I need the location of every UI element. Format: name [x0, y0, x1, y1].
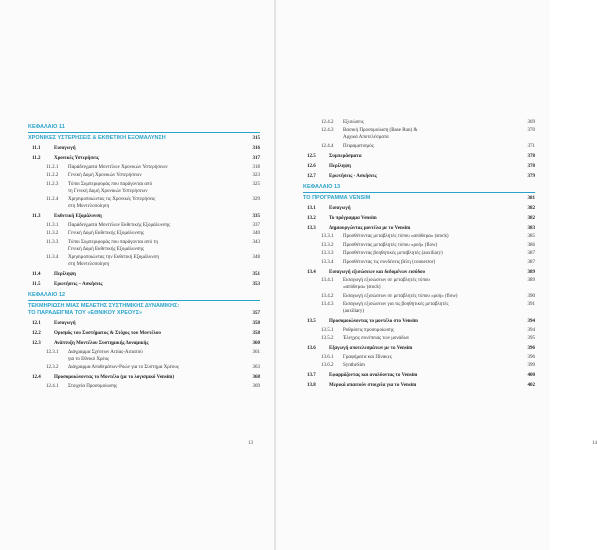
entry-page: 371	[527, 143, 535, 149]
entry-number: 13.3	[307, 225, 316, 231]
entry-number: 12.3	[32, 341, 41, 346]
entry-title-line: Στοιχεία Προσομοίωσης	[68, 383, 118, 389]
toc-entry	[303, 277, 535, 291]
chapter-title-line: ΤΕΚΜΗΡΙΩΣΗ ΜΙΑΣ ΜΕΛΕΤΗΣ ΣΥΣΤΗΜΙΚΗΣ ΔΥΝΑΜΙΚΗΣ:	[28, 303, 180, 309]
entry-number: 12.4.4	[321, 143, 334, 149]
entry-number: 13.2	[307, 215, 316, 221]
entry-title-line: Διάγραμμα Αποθεμάτων-Ροών για το Σύστημα Χρέους	[68, 365, 179, 370]
entry-title	[343, 335, 521, 342]
toc-entry	[28, 254, 260, 268]
chapter-label: ΚΕΦΑΛΑΙΟ 13	[303, 183, 341, 190]
entry-page: 351	[252, 272, 260, 277]
entry-page: 325	[252, 181, 260, 187]
chapter-rule	[303, 192, 535, 193]
entry-title	[68, 172, 246, 179]
entry-number: 13.6.2	[321, 363, 334, 368]
entry-title-line: στη Μοντελοποίηση	[68, 262, 110, 267]
toc-entry	[28, 181, 260, 195]
entry-title-line: στη Μοντελοποίηση	[68, 204, 110, 209]
entry-title-line: Πειραματισμός	[343, 143, 374, 149]
toc-entry	[303, 327, 535, 334]
toc-entry	[303, 362, 535, 369]
entry-page: 394	[527, 319, 535, 324]
entry-title-line: Χρονικές Υστερήσεις	[54, 156, 99, 161]
entry-title	[68, 254, 246, 268]
entry-page: 389	[527, 269, 535, 275]
entry-title-line: Ανάπτυξη Μοντέλου Συστημικής Δυναμικής	[54, 341, 149, 346]
entry-title	[329, 269, 521, 276]
entry-page: 360	[252, 341, 260, 346]
entry-title	[54, 145, 246, 152]
entry-title	[68, 222, 246, 229]
entry-page: 358	[252, 331, 260, 336]
entry-number: 12.5	[307, 153, 316, 159]
entry-page: 316	[252, 146, 260, 151]
entry-number: 12.4.3	[321, 128, 334, 133]
entry-title-line: Εφαρμόζοντας και αναλύοντας το Vensim	[329, 373, 418, 378]
entry-title	[68, 383, 246, 390]
entry-title	[54, 330, 246, 337]
entry-title-line: Περίληψη	[329, 163, 351, 169]
toc-entry	[28, 222, 260, 229]
entry-title-line: Εισαγωγή	[54, 146, 76, 151]
entry-title-line: (auxiliary)	[343, 309, 365, 314]
entry-title	[68, 230, 246, 237]
entry-title-line: Μερικά απαιτούν στοιχεία για το Vensim	[329, 383, 417, 388]
entry-page: 394	[527, 327, 535, 333]
entry-title-line: Γραφήματα και Πίνακες	[343, 354, 392, 360]
chapter-title	[28, 135, 260, 142]
entry-title-line: Δημιουργώντας μοντέλα με το Vensim	[329, 225, 411, 231]
entry-page: 391	[527, 302, 535, 307]
entry-title	[343, 242, 521, 249]
entry-title	[329, 345, 521, 352]
toc-entry	[28, 164, 260, 171]
entry-page: 400	[527, 373, 535, 378]
chapter-title	[28, 310, 260, 317]
entry-title	[343, 362, 521, 369]
entry-page: 340	[252, 231, 260, 236]
entry-page: 358	[252, 321, 260, 326]
entry-number: 13.4	[307, 269, 316, 275]
entry-title	[343, 301, 521, 315]
toc-entry	[303, 301, 535, 315]
entry-title-line: Εκθετική Εξομάλυνση	[54, 214, 102, 219]
entry-title-line: Εισαγωγή εξισώσεων σε μεταβλητές τύπου	[343, 278, 430, 283]
entry-number: 11.2.2	[46, 173, 59, 178]
entry-title	[54, 320, 246, 327]
entry-title	[54, 213, 246, 220]
page-number-left: 13	[248, 441, 253, 446]
entry-title	[54, 271, 246, 278]
entry-title-line: Ερωτήσεις – Ασκήσεις	[54, 282, 103, 287]
entry-title-line: Διάγραμμα Σχέσεων Αιτίας-Αιτιατού	[68, 349, 143, 355]
entry-title	[68, 364, 246, 371]
entry-title-line: Προσθέτοντας μεταβλητές τύπου «ροή» (flow)	[343, 242, 438, 248]
entry-title	[343, 233, 521, 240]
entry-title-line: Το πρόγραμμα Vensim	[329, 215, 377, 221]
entry-page: 399	[527, 363, 535, 368]
entry-title-line: Εισαγωγή	[54, 321, 76, 326]
entry-page: 337	[252, 222, 260, 228]
entry-title-line: Εξισώσεις	[343, 119, 364, 125]
entry-number: 13.5.1	[321, 327, 334, 333]
toc-entry	[303, 354, 535, 361]
entry-page: 378	[527, 153, 535, 159]
toc-entry	[28, 172, 260, 179]
toc-entry	[28, 239, 260, 253]
toc-entry	[303, 345, 535, 352]
entry-page: 370	[527, 128, 535, 133]
entry-title	[343, 119, 521, 126]
entry-page: 348	[252, 255, 260, 260]
toc-entry	[303, 173, 535, 180]
toc-entry	[28, 155, 260, 162]
chapter-page	[246, 303, 260, 310]
entry-title	[343, 327, 521, 334]
entry-title-line: για το Εθνικό Χρέος	[68, 356, 110, 362]
entry-number: 13.6.1	[321, 354, 334, 360]
entry-title-line: Γενική Δομή Εκθετικής Εξομάλυνσης	[68, 246, 145, 252]
toc-entry	[303, 233, 535, 240]
entry-title	[68, 349, 246, 363]
entry-title-line: Εξαγωγή αποτελεσμάτων με το Vensim	[329, 346, 413, 351]
entry-number: 13.5.2	[321, 336, 334, 341]
toc-entry	[303, 143, 535, 150]
entry-title	[329, 205, 521, 212]
entry-title	[343, 354, 521, 361]
entry-number: 12.3.1	[46, 349, 59, 355]
chapter-label: ΚΕΦΑΛΑΙΟ 12	[28, 292, 66, 298]
entry-page: 387	[527, 251, 535, 256]
right-toc	[303, 117, 535, 389]
entry-number: 12.1	[32, 321, 41, 326]
entry-number: 13.3.1	[321, 234, 334, 239]
chapter-title-line: ΧΡΟΝΙΚΕΣ ΥΣΤΕΡΗΣΕΙΣ & ΕΚΘΕΤΙΚΗ ΕΞΟΜΑΛΥΝΣΗ	[28, 135, 166, 141]
entry-number: 13.4.3	[321, 302, 334, 307]
entry-number: 11.2.4	[46, 197, 59, 202]
entry-number: 13.5	[307, 319, 316, 324]
toc-entry	[28, 145, 260, 152]
entry-title-line: Συμπεράσματα	[329, 153, 362, 159]
entry-title-line: Εισαγωγή εξισώσεων για τις βοηθητικές μεταβλητές	[343, 302, 449, 307]
chapter-page: 357	[252, 311, 260, 316]
chapter-title	[303, 195, 535, 202]
toc-entry	[303, 382, 535, 389]
toc-entry	[303, 318, 535, 325]
entry-title	[329, 163, 521, 170]
entry-number: 11.3.3	[46, 239, 59, 245]
entry-number: 13.6	[307, 346, 316, 351]
entry-title-line: Τύποι Συμπεριφοράς που παράγονται από τη	[68, 239, 158, 245]
toc-entry	[28, 340, 260, 347]
entry-page: 318	[252, 164, 260, 170]
left-page	[0, 0, 274, 550]
entry-number: 11.1	[32, 146, 41, 151]
entry-title	[329, 225, 521, 232]
entry-page: 369	[252, 383, 260, 389]
toc-entry	[28, 364, 260, 371]
entry-number: 13.8	[307, 383, 316, 388]
toc-entry	[28, 213, 260, 220]
entry-page: 379	[527, 173, 535, 179]
entry-page: 387	[527, 259, 535, 265]
entry-title	[343, 277, 521, 291]
entry-title	[329, 173, 521, 180]
entry-title-line: Εισαγωγή	[329, 205, 351, 211]
entry-title	[68, 196, 246, 210]
entry-title	[329, 318, 521, 325]
entry-title	[343, 293, 521, 300]
entry-number: 13.1	[307, 205, 316, 211]
toc-entry	[28, 330, 260, 337]
toc-entry	[303, 242, 535, 249]
toc-entry	[28, 349, 260, 363]
entry-title	[54, 155, 246, 162]
toc-entry	[303, 269, 535, 276]
entry-number: 13.3.3	[321, 251, 334, 256]
left-toc	[28, 120, 260, 390]
entry-title	[343, 143, 521, 150]
entry-number: 13.4.1	[321, 278, 334, 283]
entry-page: 382	[527, 215, 535, 221]
entry-title-line: Εισαγωγή εξισώσεων σε μεταβλητές τύπου «ροή» (flow)	[343, 293, 458, 299]
entry-page: 382	[527, 205, 535, 211]
entry-page: 402	[527, 383, 535, 388]
entry-title-line: Αρχικά Αποτελέσματα	[343, 135, 389, 140]
entry-title-line: «απόθεμα» (stock)	[343, 285, 381, 290]
toc-entry	[28, 196, 260, 210]
entry-title	[329, 215, 521, 222]
chapter-title-line: ΤΟ ΠΑΡΑΔΕΙΓΜΑ ΤΟΥ «ΕΘΝΙΚΟΥ ΧΡΕΟΥΣ»	[28, 310, 143, 316]
entry-number: 11.3.2	[46, 231, 59, 236]
entry-number: 12.4	[32, 375, 41, 380]
entry-title-line: Ρυθμίσεις προσομοίωσης	[343, 327, 394, 333]
entry-page: 361	[252, 349, 260, 355]
entry-title-line: Χρησιμοποιώντας τις Χρονικές Υστερήσεις	[68, 197, 156, 202]
page-number-right: 14	[592, 441, 597, 446]
entry-number: 11.3.1	[46, 222, 59, 228]
entry-title-line: Βασική Προσομοίωση (Base Run) &	[343, 128, 418, 133]
toc-entry	[303, 119, 535, 126]
entry-title-line: Προσομοιώνοντας το Μοντέλο (με το λογισμικό Vensim)	[54, 375, 174, 380]
entry-title-line: Προσομοιώνοντας το μοντέλο στο Vensim	[329, 319, 418, 324]
entry-title	[329, 153, 521, 160]
entry-number: 13.4.2	[321, 293, 334, 299]
entry-title-line: Γενική Δομή Χρονικών Υστερήσεων	[68, 173, 142, 178]
entry-title-line: τη Γενική Δομή Χρονικών Υστερήσεων	[68, 188, 148, 194]
entry-title-line: Παράδειγματα Μοντέλων Εκθετικής Εξομάλυνσης	[68, 222, 171, 228]
entry-title-line: Περίληψη	[54, 272, 76, 277]
chapter-rule	[28, 132, 260, 133]
toc-entry	[303, 335, 535, 342]
entry-title-line: Προσθέτοντας τις συνδέσεις βέλη (connector)	[343, 259, 436, 265]
toc-entry	[303, 259, 535, 266]
entry-page: 317	[252, 156, 260, 161]
entry-number: 13.3.4	[321, 259, 334, 265]
entry-title-line: Ορισμός του Συστήματος & Στόχος του Μοντέλου	[54, 331, 162, 336]
entry-page: 363	[252, 365, 260, 370]
entry-title	[343, 250, 521, 257]
entry-title-line: Παράδειγματα Μοντέλων Χρονικών Υστερήσεων	[68, 164, 168, 170]
entry-page: 390	[527, 293, 535, 299]
toc-entry	[303, 163, 535, 170]
entry-title-line: Εισαγωγή εξισώσεων και δεδομένων εισόδου	[329, 269, 426, 275]
entry-title	[54, 281, 246, 288]
entry-number: 11.3.4	[46, 255, 59, 260]
entry-title	[343, 259, 521, 266]
chapter-rule	[28, 300, 260, 301]
toc-entry	[303, 127, 535, 141]
entry-page: 396	[527, 354, 535, 360]
entry-number: 12.3.2	[46, 365, 59, 370]
chapter-page: 315	[252, 136, 260, 141]
toc-entry	[28, 271, 260, 278]
entry-title	[54, 340, 246, 347]
entry-title	[68, 239, 246, 253]
entry-title-line: Τύποι Συμπεριφοράς που παράγονται από	[68, 181, 153, 187]
entry-number: 12.7	[307, 173, 316, 179]
toc-entry	[28, 281, 260, 288]
toc-entry	[303, 293, 535, 300]
chapter-label: ΚΕΦΑΛΑΙΟ 11	[28, 124, 65, 130]
entry-number: 11.4	[32, 272, 41, 277]
toc-entry	[303, 215, 535, 222]
entry-page: 353	[252, 282, 260, 287]
toc-entry	[28, 320, 260, 327]
toc-entry	[303, 225, 535, 232]
entry-page: 396	[527, 346, 535, 351]
chapter-title	[28, 303, 260, 310]
entry-number: 13.3.2	[321, 242, 334, 248]
entry-page: 368	[252, 375, 260, 380]
entry-page: 395	[527, 336, 535, 341]
toc-entry	[303, 153, 535, 160]
toc-entry	[303, 250, 535, 257]
entry-title	[68, 164, 246, 171]
entry-title-line: Ερωτήσεις - Ασκήσεις	[329, 173, 377, 179]
chapter-page: 381	[527, 195, 535, 201]
entry-number: 11.3	[32, 214, 41, 219]
toc-entry	[303, 205, 535, 212]
entry-page: 343	[252, 239, 260, 245]
entry-title	[343, 127, 521, 141]
entry-title-line: Προσθέτοντας μεταβλητές τύπου «απόθεμα» (stock)	[343, 234, 449, 239]
entry-number: 11.2.3	[46, 181, 59, 187]
entry-number: 11.2	[32, 156, 41, 161]
entry-page: 378	[527, 163, 535, 169]
entry-number: 12.2	[32, 331, 41, 336]
entry-page: 383	[527, 225, 535, 231]
toc-entry	[303, 372, 535, 379]
entry-title-line: Χρησιμοποιώντας την Εκθετική Εξομάλυνση	[68, 255, 159, 260]
entry-title-line: Έλεγχος συνέπειας των μονάδων	[343, 336, 410, 341]
entry-title	[329, 372, 521, 379]
chapter-title-line: ΤΟ ΠΡΟΓΡΑΜΜΑ VENSIM	[303, 194, 371, 201]
entry-page: 323	[252, 173, 260, 178]
entry-title-line: Γενική Δομή Εκθετικής Εξομάλυνσης	[68, 231, 145, 236]
entry-number: 12.6	[307, 163, 316, 169]
entry-page: 329	[252, 197, 260, 202]
entry-page: 386	[527, 242, 535, 248]
entry-title	[68, 181, 246, 195]
entry-page: 385	[527, 234, 535, 239]
entry-page: 335	[252, 214, 260, 219]
toc-entry	[28, 383, 260, 390]
entry-page: 369	[527, 119, 535, 125]
entry-number: 13.7	[307, 373, 316, 378]
entry-title	[54, 374, 246, 381]
entry-number: 11.5	[32, 282, 41, 287]
entry-number: 12.4.1	[46, 383, 59, 389]
toc-entry	[28, 374, 260, 381]
entry-page: 389	[527, 278, 535, 283]
entry-number: 12.4.2	[321, 119, 334, 125]
entry-title-line: SyntheSim	[343, 363, 365, 368]
right-page	[276, 0, 597, 550]
entry-title-line: Προσθέτοντας βοηθητικές μεταβλητές (auxiliary)	[343, 251, 443, 256]
toc-entry	[28, 230, 260, 237]
entry-title	[329, 382, 521, 389]
entry-number: 11.2.1	[46, 164, 59, 170]
